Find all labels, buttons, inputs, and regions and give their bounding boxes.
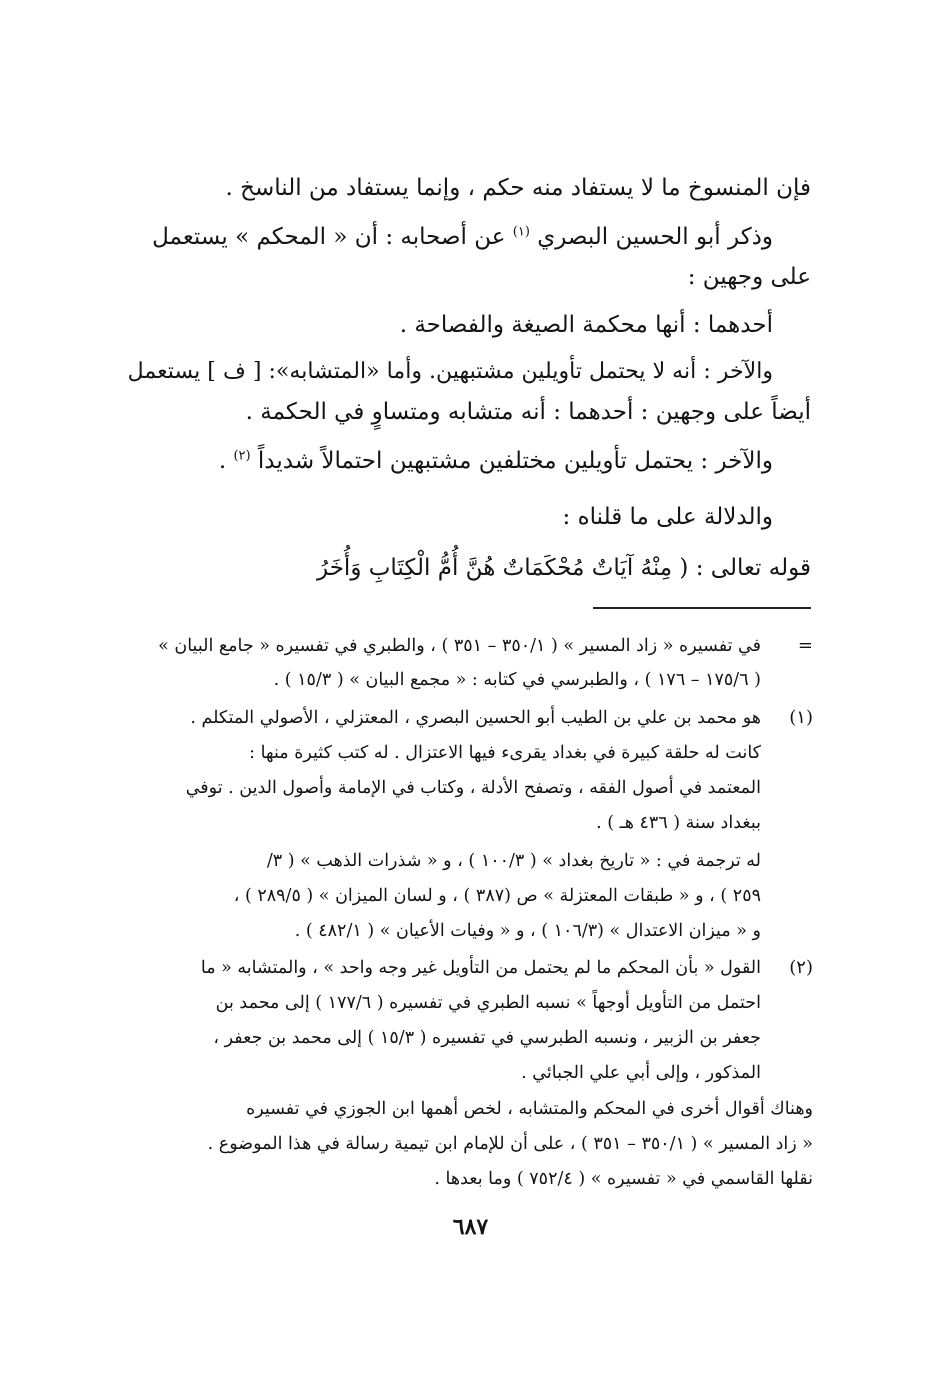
footnote-1-line: هو محمد بن علي بن الطيب أبو الحسين البصري ، المعتزلي ، الأصولي المتكلم .	[190, 708, 761, 728]
footnote-2-line: « زاد المسير » ( ٣٥٠/١ – ٣٥١ ) ، على أن للإمام ابن تيمية رسالة في هذا الموضوع .	[207, 1134, 813, 1154]
footnote-2-marker: (٢)	[789, 957, 813, 978]
body-line-8: والدلالة على ما قلناه :	[562, 504, 773, 530]
footnote-1-line: و « ميزان الاعتدال » (١٠٦/٣ ) ، و « وفيات الأعيان » ( ٤٨٢/١ ) .	[294, 921, 761, 941]
body-line-2	[152, 222, 773, 252]
footnote-cont-line: في تفسيره « زاد المسير » ( ٣٥٠/١ – ٣٥١ ) ، والطبري في تفسيره « جامع البيان »	[158, 636, 761, 656]
footnote-2-line: نقلها القاسمي في « تفسيره » ( ٧٥٢/٤ ) وما بعدها .	[434, 1169, 813, 1189]
footnote-cont-line: ( ١٧٥/٦ – ١٧٦ ) ، والطبرسي في كتابه : « مجمع البيان » ( ١٥/٣ ) .	[273, 670, 761, 690]
body-line-4: أحدهما : أنها محكمة الصيغة والفصاحة .	[399, 312, 773, 338]
body-text: والآخر : يحتمل تأويلين مختلفين مشتبهين احتمالاً شديداً	[257, 448, 773, 474]
body-text: وذكر أبو الحسين البصري	[537, 224, 773, 250]
footnote-ref-1: (١)	[512, 224, 530, 240]
footnote-2-line: المذكور ، وإلى أبي علي الجبائي .	[521, 1063, 761, 1083]
footnote-1-line: له ترجمة في : « تاريخ بغداد » ( ١٠٠/٣ ) ، و « شذرات الذهب » ( ٣/	[266, 851, 761, 871]
page-number: ٦٨٧	[452, 1214, 489, 1240]
footnote-2-line: وهناك أقوال أخرى في المحكم والمتشابه ، لخص أهمها ابن الجوزي في تفسيره	[246, 1099, 813, 1119]
body-line-1: فإن المنسوخ ما لا يستفاد منه حكم ، وإنما يستفاد من الناسخ .	[225, 175, 811, 201]
footnote-2-line: القول « بأن المحكم ما لم يحتمل من التأويل غير وجه واحد » ، والمتشابه « ما	[200, 958, 761, 978]
body-line-5: والآخر : أنه لا يحتمل تأويلين مشتبهين. وأما «المتشابه»: [ ف ] يستعمل	[127, 359, 773, 384]
footnote-1-line: كانت له حلقة كبيرة في بغداد يقرىء فيها الاعتزال . له كتب كثيرة منها :	[249, 743, 761, 763]
footnote-1-line: المعتمد في أصول الفقه ، وتصفح الأدلة ، وكتاب في الإمامة وأصول الدين . توفي	[185, 778, 761, 798]
footnote-continuation-marker: =	[797, 635, 813, 656]
footnote-1-line: ببغداد سنة ( ٤٣٦ هـ ) .	[596, 813, 761, 833]
footnote-separator	[593, 607, 811, 609]
footnote-1-marker: (١)	[789, 707, 813, 728]
footnote-1-line: ٢٥٩ ) ، و « طبقات المعتزلة » ص (٣٨٧ ) ، و لسان الميزان » ( ٢٨٩/٥ ) ،	[233, 886, 761, 906]
body-line-7	[219, 446, 773, 476]
footnote-ref-2: (٢)	[233, 448, 251, 464]
body-text: .	[218, 448, 227, 474]
footnote-2-line: جعفر بن الزبير ، ونسبه الطبرسي في تفسيره ( ١٥/٣ ) إلى محمد بن جعفر ،	[213, 1028, 761, 1048]
body-line-6: أيضاً على وجهين : أحدهما : أنه متشابه ومتساوٍ في الحكمة .	[245, 399, 811, 425]
body-line-3: على وجهين :	[687, 264, 811, 290]
quran-verse-line: قوله تعالى : ( مِنْهُ آيَاتٌ مُحْكَمَاتٌ هُنَّ أُمُّ الْكِتَابِ وَأُخَرُ	[317, 555, 811, 581]
body-text: عن أصحابه : أن « المحكم » يستعمل	[152, 224, 506, 250]
footnote-2-line: احتمل من التأويل أوجهاً » نسبه الطبري في تفسيره ( ١٧٧/٦ ) إلى محمد بن	[215, 993, 761, 1013]
